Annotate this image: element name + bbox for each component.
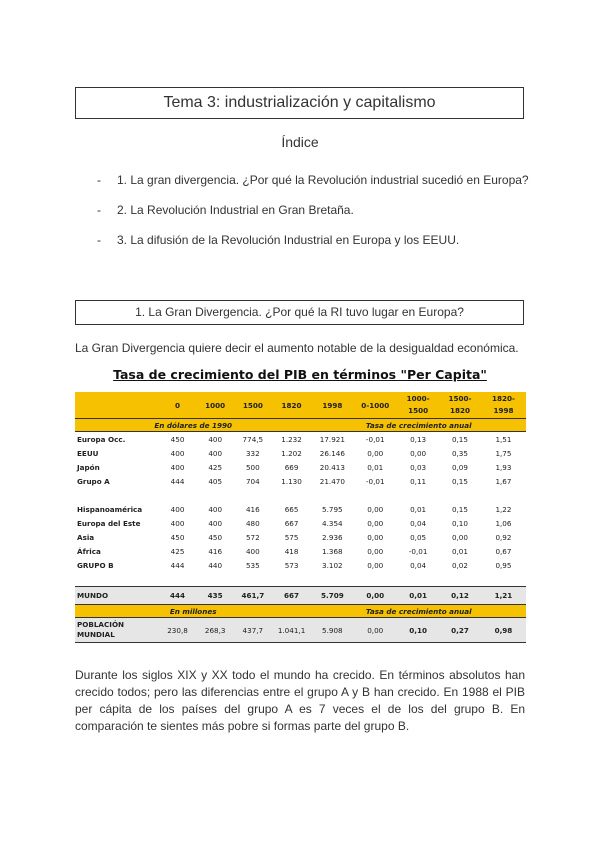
table-cell: -0,01 — [365, 476, 385, 486]
section-intro: La Gran Divergencia quiere decir el aumento notable de la desigualdad económica. — [75, 341, 519, 355]
table-cell: 416 — [245, 504, 260, 514]
table-cell: 1.041,1 — [272, 618, 312, 643]
table-cell: 450 — [208, 532, 223, 542]
document-title: Tema 3: industrialización y capitalismo — [75, 87, 524, 119]
table-cell: 400 — [208, 504, 223, 514]
table-cell: 405 — [208, 476, 223, 486]
column-header: 0 — [159, 392, 197, 419]
group-b-rows — [75, 502, 526, 587]
table-cell: 0,92 — [495, 532, 512, 542]
table-cell: 425 — [208, 462, 223, 472]
column-header: 1000-1500 — [397, 392, 439, 419]
table-cell: 400 — [208, 448, 223, 458]
table-cell: 0,98 — [481, 618, 526, 643]
table-cell: 1,06 — [495, 518, 512, 528]
row-label: EEUU — [77, 448, 99, 458]
table-cell: 450 — [170, 532, 185, 542]
table-cell: 667 — [272, 587, 312, 605]
table-row — [75, 446, 526, 460]
table-cell: 1,93 — [495, 462, 512, 472]
table-cell: 1,75 — [495, 448, 512, 458]
table-row — [75, 530, 526, 544]
table-cell: 0,15 — [451, 434, 468, 444]
toc-bullet: - — [97, 233, 101, 247]
table-cell: 0,01 — [451, 546, 468, 556]
table-cell: 0,02 — [451, 560, 468, 570]
table-header-group — [75, 392, 526, 432]
table-row — [75, 544, 526, 558]
table-cell: 26.146 — [319, 448, 345, 458]
table-cell: 20.413 — [319, 462, 345, 472]
table-cell: 500 — [245, 462, 260, 472]
column-header: 1000 — [196, 392, 234, 419]
subheader-label: En millones — [75, 605, 311, 618]
table-cell: 667 — [284, 518, 299, 528]
subheader-label: En dólares de 1990 — [75, 419, 311, 432]
table-cell: 268,3 — [196, 618, 234, 643]
table-cell: 0,10 — [451, 518, 468, 528]
table-cell: -0,01 — [365, 434, 385, 444]
row-label: África — [77, 546, 101, 556]
table-cell: 0,00 — [367, 518, 384, 528]
table-cell: 0,00 — [353, 618, 397, 643]
table-cell: 0,05 — [410, 532, 427, 542]
table-cell: -0,01 — [408, 546, 428, 556]
world-rows — [75, 587, 526, 643]
table-row — [75, 558, 526, 572]
table-cell: 669 — [284, 462, 299, 472]
table-cell: 0,03 — [410, 462, 427, 472]
subheader-label: Tasa de crecimiento anual — [311, 605, 526, 618]
table-cell: 400 — [170, 448, 185, 458]
table-cell: 418 — [284, 546, 299, 556]
toc-item-label: 3. La difusión de la Revolución Industrial en Europa y los EEUU. — [117, 233, 460, 247]
gdp-growth-table — [75, 392, 526, 643]
toc-bullet: - — [97, 173, 101, 187]
table-cell: 230,8 — [159, 618, 197, 643]
table-cell: 1,22 — [495, 504, 512, 514]
table-cell: 480 — [245, 518, 260, 528]
index-heading: Índice — [281, 134, 319, 150]
table-cell: 0,27 — [439, 618, 481, 643]
table-cell: 0,01 — [367, 462, 384, 472]
table-cell: 1.232 — [281, 434, 302, 444]
table-cell: 0,15 — [451, 476, 468, 486]
table-row — [75, 516, 526, 530]
table-cell: 774,5 — [242, 434, 264, 444]
table-of-contents — [97, 172, 529, 262]
table-cell: 435 — [196, 587, 234, 605]
table-cell: 704 — [245, 476, 260, 486]
toc-item-label: 1. La gran divergencia. ¿Por qué la Revolución industrial sucedió en Europa? — [117, 173, 529, 187]
table-cell: 0,12 — [439, 587, 481, 605]
table-cell: 665 — [284, 504, 299, 514]
table-cell: 0,00 — [367, 448, 384, 458]
table-cell: 0,15 — [451, 504, 468, 514]
table-cell: 1,67 — [495, 476, 512, 486]
spacer-row — [75, 572, 526, 587]
toc-item — [97, 172, 529, 202]
row-label: Japón — [77, 462, 100, 472]
table-cell: 0,00 — [367, 560, 384, 570]
population-row — [75, 618, 526, 643]
table-cell: 332 — [245, 448, 260, 458]
table-row — [75, 474, 526, 488]
table-cell: 1.130 — [281, 476, 302, 486]
world-row — [75, 587, 526, 605]
table-cell: 444 — [159, 587, 197, 605]
column-header: 1500-1820 — [439, 392, 481, 419]
body-paragraph: Durante los siglos XIX y XX todo el mundo ha crecido. En términos absolutos han crecido todos; pero las diferencias entre el grupo A y B han crecido. En 1988 el PIB per cápita de los países del grupo A es 7 veces el de los del grupo B. En comparación te sientes más pobre si formas parte del grupo B. — [75, 668, 525, 733]
table-row — [75, 432, 526, 447]
table-cell: 535 — [245, 560, 260, 570]
table-cell: 416 — [208, 546, 223, 556]
table-cell: 437,7 — [234, 618, 272, 643]
table-cell: 0,35 — [451, 448, 468, 458]
column-header: 1820 — [272, 392, 312, 419]
group-a-rows — [75, 432, 526, 503]
table-title: Tasa de crecimiento del PIB en términos "Per Capita" — [113, 367, 487, 382]
table-cell: 440 — [208, 560, 223, 570]
toc-item — [97, 202, 529, 232]
table-row — [75, 460, 526, 474]
table-cell: 400 — [208, 434, 223, 444]
table-header-row — [75, 392, 526, 419]
table-cell: 0,09 — [451, 462, 468, 472]
table-cell: 0,04 — [410, 560, 427, 570]
row-label: POBLACIÓN MUNDIAL — [75, 618, 159, 643]
table-cell: 0,10 — [397, 618, 439, 643]
section-title: 1. La Gran Divergencia. ¿Por qué la RI tuvo lugar en Europa? — [75, 300, 524, 325]
table-cell: 0,04 — [410, 518, 427, 528]
table-cell: 575 — [284, 532, 299, 542]
row-label: Grupo A — [77, 476, 110, 486]
table-cell: 400 — [170, 462, 185, 472]
table-cell: 1,21 — [481, 587, 526, 605]
column-header: 0-1000 — [353, 392, 397, 419]
row-label: Asia — [77, 532, 95, 542]
table-cell: 0,00 — [367, 532, 384, 542]
table-cell: 444 — [170, 476, 185, 486]
spacer-row — [75, 488, 526, 502]
toc-item-label: 2. La Revolución Industrial en Gran Bretaña. — [117, 203, 354, 217]
table-cell: 572 — [245, 532, 260, 542]
table-cell: 0,11 — [410, 476, 427, 486]
table-cell: 400 — [245, 546, 260, 556]
table-cell: 400 — [170, 518, 185, 528]
table-cell: 0,01 — [397, 587, 439, 605]
table-cell: 5.709 — [311, 587, 353, 605]
table-cell: 1.368 — [322, 546, 343, 556]
table-cell: 0,00 — [451, 532, 468, 542]
table-row — [75, 502, 526, 516]
row-label: Europa del Este — [77, 518, 141, 528]
table-subheader-row — [75, 605, 526, 618]
row-label: MUNDO — [75, 587, 159, 605]
table-cell: 0,95 — [495, 560, 512, 570]
table-cell: 5.795 — [322, 504, 343, 514]
table-cell: 444 — [170, 560, 185, 570]
table-cell: 3.102 — [322, 560, 343, 570]
column-header: 1998 — [311, 392, 353, 419]
row-label: GRUPO B — [77, 560, 114, 570]
table-cell: 0,00 — [367, 546, 384, 556]
table-cell: 450 — [170, 434, 185, 444]
table-cell: 400 — [208, 518, 223, 528]
toc-item — [97, 232, 529, 262]
table-cell: 5.908 — [311, 618, 353, 643]
table-cell: 0,00 — [353, 587, 397, 605]
toc-bullet: - — [97, 203, 101, 217]
row-label: Europa Occ. — [77, 434, 126, 444]
column-header: 1500 — [234, 392, 272, 419]
table-cell: 573 — [284, 560, 299, 570]
column-header: 1820-1998 — [481, 392, 526, 419]
table-cell: 1.202 — [281, 448, 302, 458]
table-cell: 17.921 — [319, 434, 345, 444]
table-cell: 0,01 — [410, 504, 427, 514]
table-cell: 0,13 — [410, 434, 427, 444]
table-cell: 0,00 — [367, 504, 384, 514]
table-cell: 425 — [170, 546, 185, 556]
table-cell: 21.470 — [319, 476, 345, 486]
column-header — [75, 392, 159, 419]
table-cell: 400 — [170, 504, 185, 514]
table-cell: 0,00 — [410, 448, 427, 458]
table-cell: 4.354 — [322, 518, 343, 528]
table-subheader-row — [75, 419, 526, 432]
table-cell: 2.936 — [322, 532, 343, 542]
row-label: Hispanoamérica — [77, 504, 143, 514]
table-cell: 1,51 — [495, 434, 512, 444]
subheader-label: Tasa de crecimiento anual — [311, 419, 526, 432]
table-cell: 0,67 — [495, 546, 512, 556]
table-cell: 461,7 — [234, 587, 272, 605]
